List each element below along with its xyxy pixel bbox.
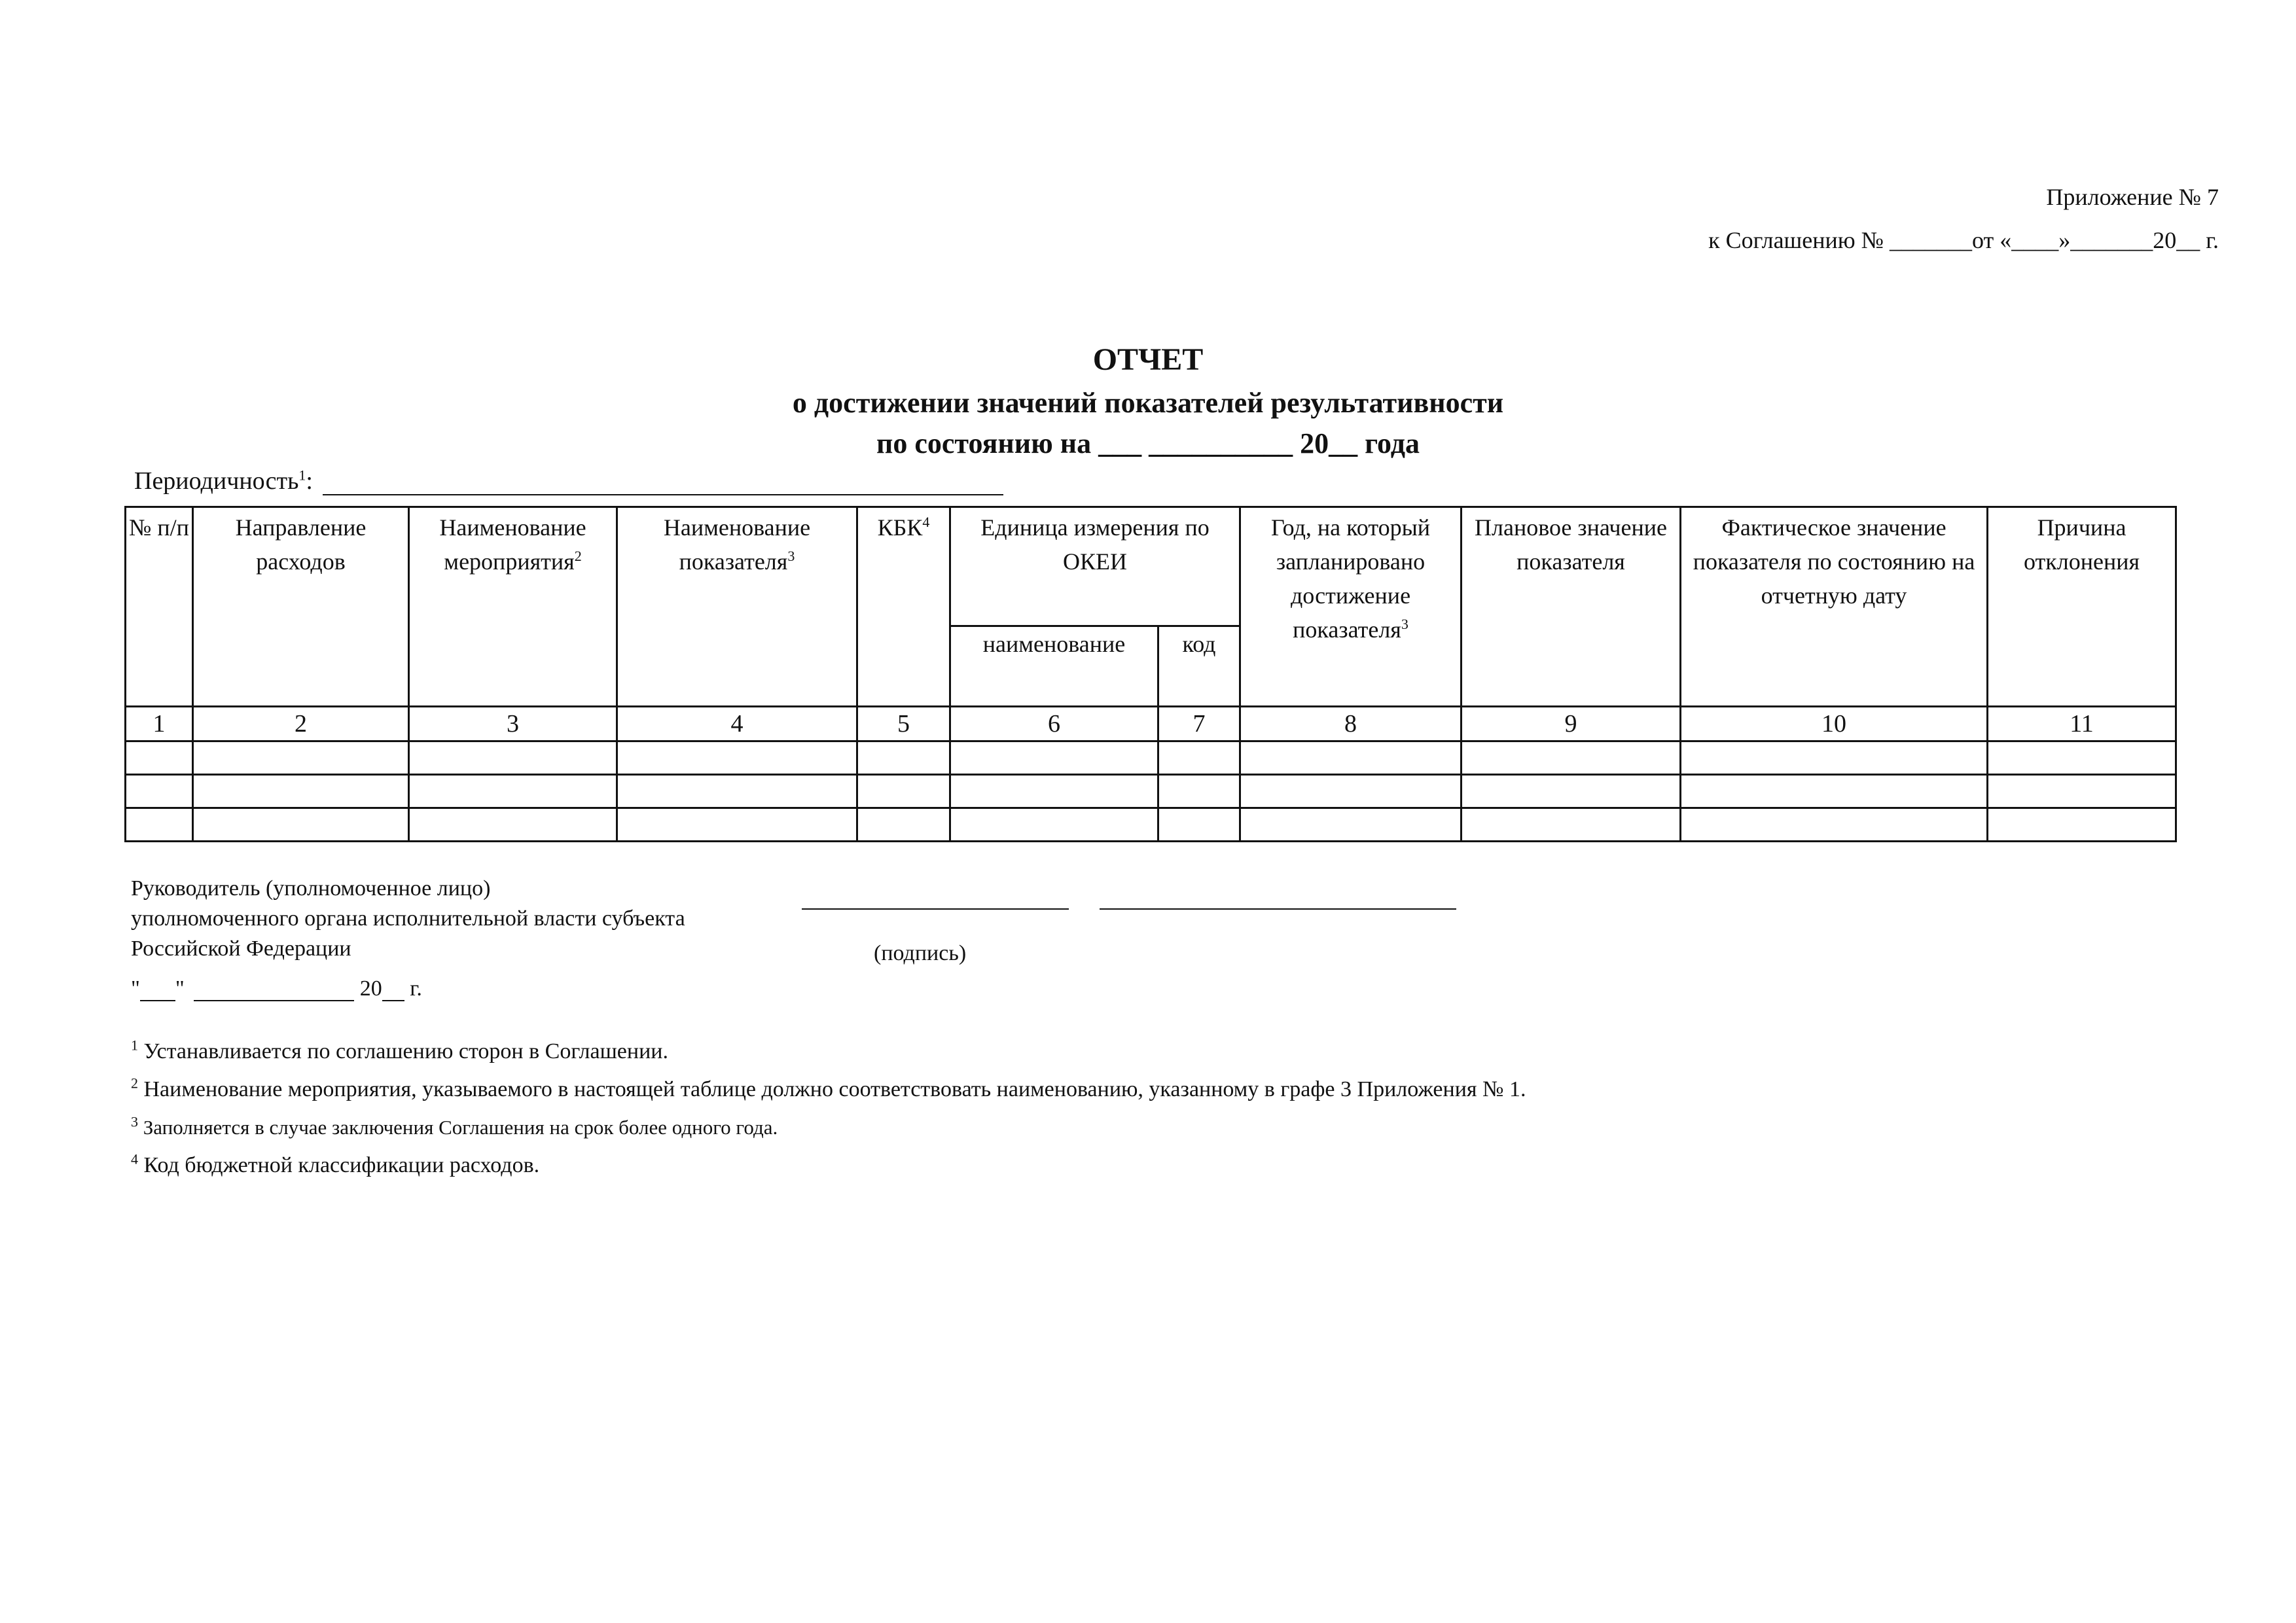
signature-caption: (подпись) — [874, 941, 967, 965]
signer-title-line3: Российской Федерации — [131, 936, 351, 961]
header-row — [126, 507, 2176, 626]
col-header-planned: Плановое значение показателя — [1462, 507, 1681, 707]
table-cell[interactable] — [1681, 808, 1988, 842]
table-cell[interactable] — [1462, 775, 1681, 808]
periodicity-colon: : — [306, 467, 313, 495]
footnote-number: 1 — [131, 1037, 138, 1054]
footnote-number: 2 — [131, 1075, 138, 1092]
table-cell[interactable] — [617, 808, 857, 842]
col-header-num: № п/п — [126, 507, 193, 707]
report-table — [124, 506, 2177, 842]
periodicity-blank-line — [323, 468, 1003, 495]
footnote-text: Заполняется в случае заключения Соглашения на срок более одного года. — [138, 1116, 778, 1139]
table-cell[interactable] — [1240, 808, 1462, 842]
column-number: 2 — [193, 707, 409, 741]
col-header-year — [1240, 507, 1462, 707]
table-cell[interactable] — [1240, 741, 1462, 775]
table-cell[interactable] — [950, 775, 1158, 808]
footnote-ref: 2 — [574, 548, 582, 564]
table-cell[interactable] — [409, 775, 617, 808]
column-number: 10 — [1681, 707, 1988, 741]
date-open-quote: " — [131, 976, 140, 1001]
table-cell[interactable] — [617, 775, 857, 808]
table-row — [126, 775, 2176, 808]
table-cell[interactable] — [857, 741, 950, 775]
periodicity-label: Периодичность — [134, 467, 299, 495]
table-cell[interactable] — [1681, 741, 1988, 775]
date-year-prefix: 20 — [359, 976, 382, 1001]
title-subtitle: о достижении значений показателей результативности — [792, 387, 1504, 419]
footnote — [131, 1147, 1526, 1185]
date-month-blank — [194, 978, 354, 1001]
table-cell[interactable] — [1988, 808, 2176, 842]
col-header-event — [409, 507, 617, 707]
appendix-number: Приложение № 7 — [2046, 184, 2219, 210]
column-number: 11 — [1988, 707, 2176, 741]
column-number-row — [126, 707, 2176, 741]
table-cell[interactable] — [950, 741, 1158, 775]
column-number: 5 — [857, 707, 950, 741]
periodicity-footnote-ref: 1 — [298, 467, 306, 484]
signature-date — [131, 976, 422, 1001]
table-row — [126, 808, 2176, 842]
col-header-actual: Фактическое значение показателя по состоянию на отчетную дату — [1681, 507, 1988, 707]
appendix-agreement-ref: к Соглашению № _______от «____»_______20__ г. — [1708, 227, 2219, 253]
date-suffix: г. — [410, 976, 422, 1001]
table-cell[interactable] — [1158, 741, 1240, 775]
table-cell[interactable] — [126, 741, 193, 775]
table-cell[interactable] — [1988, 775, 2176, 808]
table-cell[interactable] — [126, 775, 193, 808]
name-line — [1100, 908, 1456, 910]
signer-title-line1: Руководитель (уполномоченное лицо) — [131, 876, 491, 901]
column-number: 4 — [617, 707, 857, 741]
column-number: 1 — [126, 707, 193, 741]
column-number: 7 — [1158, 707, 1240, 741]
report-title — [0, 337, 2296, 464]
table-cell[interactable] — [1988, 741, 2176, 775]
footnote — [131, 1109, 1526, 1147]
footnote — [131, 1071, 1526, 1109]
col-header-kbk-label: КБК — [877, 514, 923, 541]
date-close-quote: " — [175, 976, 185, 1001]
periodicity-field — [134, 467, 1003, 495]
table-cell[interactable] — [409, 741, 617, 775]
col-header-unit: Единица измерения по ОКЕИ — [950, 507, 1240, 626]
column-number: 9 — [1462, 707, 1681, 741]
table-cell[interactable] — [950, 808, 1158, 842]
table-cell[interactable] — [1158, 775, 1240, 808]
footnote-number: 3 — [131, 1113, 138, 1130]
table-cell[interactable] — [617, 741, 857, 775]
col-header-indicator — [617, 507, 857, 707]
table-cell[interactable] — [193, 741, 409, 775]
title-date: по состоянию на ___ __________ 20__ года — [876, 427, 1420, 459]
table-cell[interactable] — [193, 775, 409, 808]
col-header-unit-name: наименование — [950, 626, 1158, 707]
footnote — [131, 1033, 1526, 1071]
table-cell[interactable] — [1462, 741, 1681, 775]
table-cell[interactable] — [126, 808, 193, 842]
col-header-year-label: Год, на который запланировано достижение показателя — [1270, 514, 1431, 643]
date-year-blank — [382, 978, 404, 1001]
date-day-blank — [140, 978, 175, 1001]
footnote-ref: 3 — [787, 548, 795, 564]
col-header-event-label: Наименование мероприятия — [439, 514, 586, 575]
table-cell[interactable] — [1240, 775, 1462, 808]
table-cell[interactable] — [1158, 808, 1240, 842]
table-cell[interactable] — [193, 808, 409, 842]
footnote-text: Наименование мероприятия, указываемого в настоящей таблице должно соответствовать наименованию, указанному в графе 3 Приложения № 1. — [138, 1077, 1526, 1101]
footnote-text: Код бюджетной классификации расходов. — [138, 1153, 540, 1177]
table-row — [126, 741, 2176, 775]
col-header-reason: Причина отклонения — [1988, 507, 2176, 707]
column-number: 3 — [409, 707, 617, 741]
title-main: ОТЧЕТ — [1092, 342, 1204, 377]
signer-title-line2: уполномоченного органа исполнительной власти субъекта — [131, 906, 685, 931]
footnote-ref: 4 — [922, 514, 930, 530]
footnote-ref: 3 — [1401, 616, 1408, 632]
appendix-header — [1708, 175, 2219, 262]
col-header-direction: Направление расходов — [193, 507, 409, 707]
footnote-text: Устанавливается по соглашению сторон в Соглашении. — [138, 1039, 668, 1063]
column-number: 6 — [950, 707, 1158, 741]
table-cell[interactable] — [857, 808, 950, 842]
col-header-unit-code: код — [1158, 626, 1240, 707]
footnotes — [131, 1033, 1526, 1185]
col-header-kbk — [857, 507, 950, 707]
signer-block — [131, 874, 685, 964]
column-number: 8 — [1240, 707, 1462, 741]
table-cell[interactable] — [1462, 808, 1681, 842]
table-cell[interactable] — [409, 808, 617, 842]
col-header-indicator-label: Наименование показателя — [663, 514, 811, 575]
signature-line — [802, 908, 1069, 910]
table-cell[interactable] — [1681, 775, 1988, 808]
footnote-number: 4 — [131, 1150, 138, 1168]
table-cell[interactable] — [857, 775, 950, 808]
